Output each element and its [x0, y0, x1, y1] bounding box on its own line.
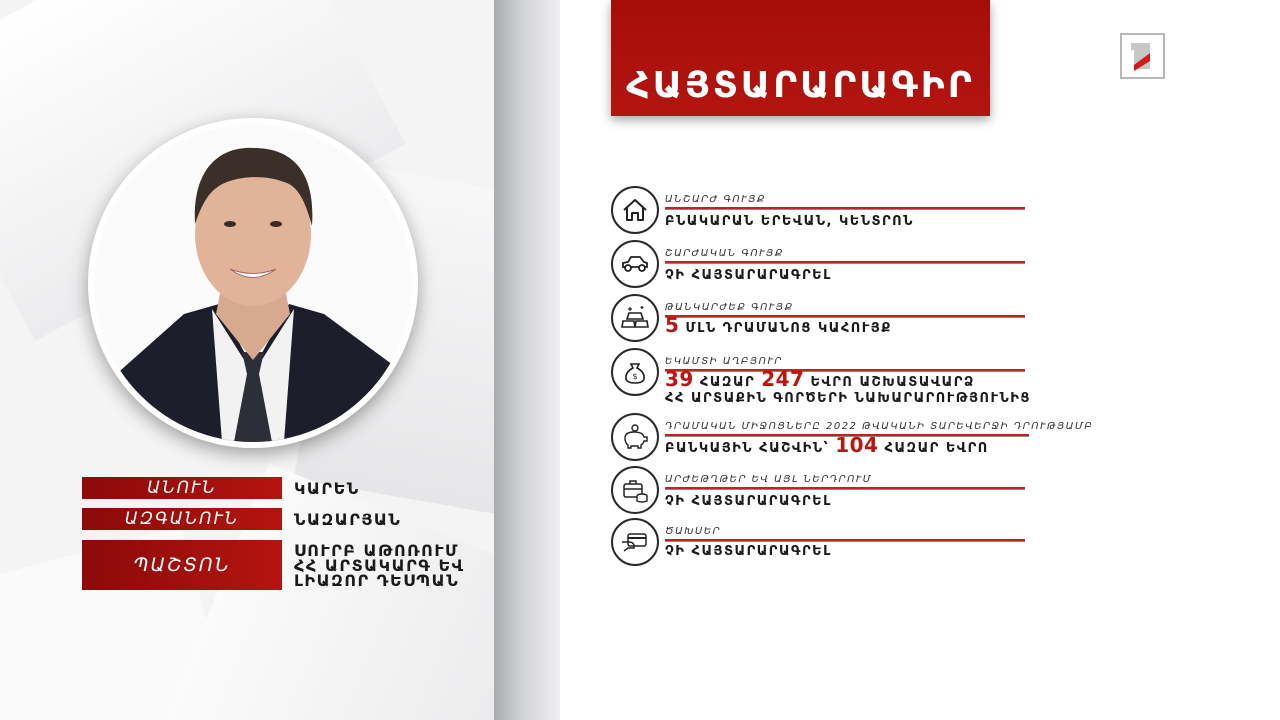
profile-field-name: [82, 477, 360, 499]
item-divider: [665, 315, 1025, 317]
declaration-item-income-source: [611, 348, 1071, 410]
item-label: ԱՆՇԱՐԺ ԳՈՒՅՔ: [665, 194, 766, 205]
declaration-item-valuables: [611, 294, 1071, 342]
item-value: ՉԻ ՀԱՅՏԱՐԱՐԱԳՐԵԼ: [665, 268, 832, 283]
credit-card-hand-icon: [611, 518, 659, 566]
highlight-amount: 247: [761, 367, 805, 391]
piggy-bank-icon: [611, 413, 659, 461]
field-label: ՊԱՇՏՈՆ: [82, 540, 282, 590]
briefcase-coins-icon: [611, 466, 659, 514]
field-value-line: ՍՈՒՐԲ ԱԹՈՌՈՒՄ: [294, 540, 460, 560]
car-icon: [611, 240, 659, 288]
field-value: [294, 540, 465, 590]
profile-panel: [0, 0, 494, 720]
profile-field-surname: [82, 508, 401, 530]
highlight-amount: 39: [665, 367, 694, 391]
highlight-amount: 5: [665, 313, 680, 337]
house-icon: [611, 186, 659, 234]
money-bag-icon: [611, 348, 659, 396]
declaration-item-expenses: [611, 518, 1071, 566]
item-value-line2: ՀՀ ԱՐՏԱՔԻՆ ԳՈՐԾԵՐԻ ՆԱԽԱՐԱՐՈՒԹՅՈՒՆԻՑ: [665, 391, 1031, 406]
item-label: ԴՐԱՄԱԿԱՆ ՄԻՋՈՑՆԵՐԸ 2022 ԹՎԱԿԱՆԻ ՏԱՐԵՎԵՐՋԻ ԴՐՈՒԹՅԱՄԲ: [665, 421, 1094, 432]
public-tv-1-logo-icon: [1122, 35, 1163, 77]
page-title: ՀԱՅՏԱՐԱՐԱԳԻՐ: [626, 65, 975, 106]
item-label: ԾԱԽՍԵՐ: [665, 526, 722, 537]
item-divider: [665, 539, 1025, 541]
item-value: [665, 433, 989, 457]
field-label: ԱԶԳԱՆՈՒՆ: [82, 508, 282, 530]
item-label: ԹԱՆԿԱՐԺԵՔ ԳՈՒՅՔ: [665, 302, 794, 313]
field-value: ԿԱՐԵՆ: [294, 478, 360, 498]
item-divider: [665, 261, 1025, 263]
field-label: ԱՆՈՒՆ: [82, 477, 282, 499]
profile-field-position: [82, 540, 465, 590]
item-label: ՇԱՐԺԱԿԱՆ ԳՈՒՅՔ: [665, 248, 784, 259]
item-value: [665, 313, 892, 337]
declaration-item-movable-property: [611, 240, 1071, 288]
item-label: ԱՐԺԵԹՂԹԵՐ ԵՎ ԱՅԼ ՆԵՐԴՐՈՒՄ: [665, 474, 873, 485]
channel-logo: [1120, 33, 1165, 79]
title-banner: [611, 0, 990, 116]
item-divider: [665, 487, 1025, 489]
portrait-frame: [88, 118, 418, 448]
item-label: ԵԿԱՄՏԻ ԱՂԲՅՈՒՐ: [665, 356, 783, 367]
item-value-text: ԵՎՐՈ ԱՇԽԱՏԱՎԱՐՁ: [810, 375, 975, 390]
declaration-item-cash-assets: [611, 413, 1094, 461]
item-divider: [665, 369, 1025, 371]
field-value-line: ՀՀ ԱՐՏԱԿԱՐԳ ԵՎ: [294, 555, 465, 575]
item-value: ՉԻ ՀԱՅՏԱՐԱՐԱԳՐԵԼ: [665, 494, 832, 509]
item-value-text: ՀԱԶԱՐ ԵՎՐՈ: [884, 441, 989, 456]
item-value-prefix: ԲԱՆԿԱՅԻՆ ՀԱՇՎԻՆ՝: [665, 441, 830, 456]
person-portrait-icon: [94, 124, 412, 442]
portrait-photo: [94, 124, 412, 442]
highlight-amount: 104: [835, 433, 879, 457]
field-value: ՆԱԶԱՐՅԱՆ: [294, 509, 402, 529]
declaration-item-securities: [611, 466, 1071, 514]
svg-text:$: $: [632, 372, 638, 381]
item-value-text: ՀԱԶԱՐ: [699, 375, 756, 390]
item-value-text: ՄԼՆ ԴՐԱՄԱՆՈՑ ԿԱՀՈՒՅՔ: [685, 321, 892, 336]
declaration-item-real-estate: [611, 186, 1071, 234]
gold-bars-icon: [611, 294, 659, 342]
field-value-line: ԼԻԱԶՈՐ ԴԵՍՊԱՆ: [294, 570, 460, 590]
item-value: [665, 367, 975, 391]
item-value: ՉԻ ՀԱՅՏԱՐԱՐԱԳՐԵԼ: [665, 544, 832, 559]
item-divider: [665, 207, 1025, 209]
item-value: ԲՆԱԿԱՐԱՆ ԵՐԵՎԱՆ, ԿԵՆՏՐՈՆ: [665, 214, 914, 229]
